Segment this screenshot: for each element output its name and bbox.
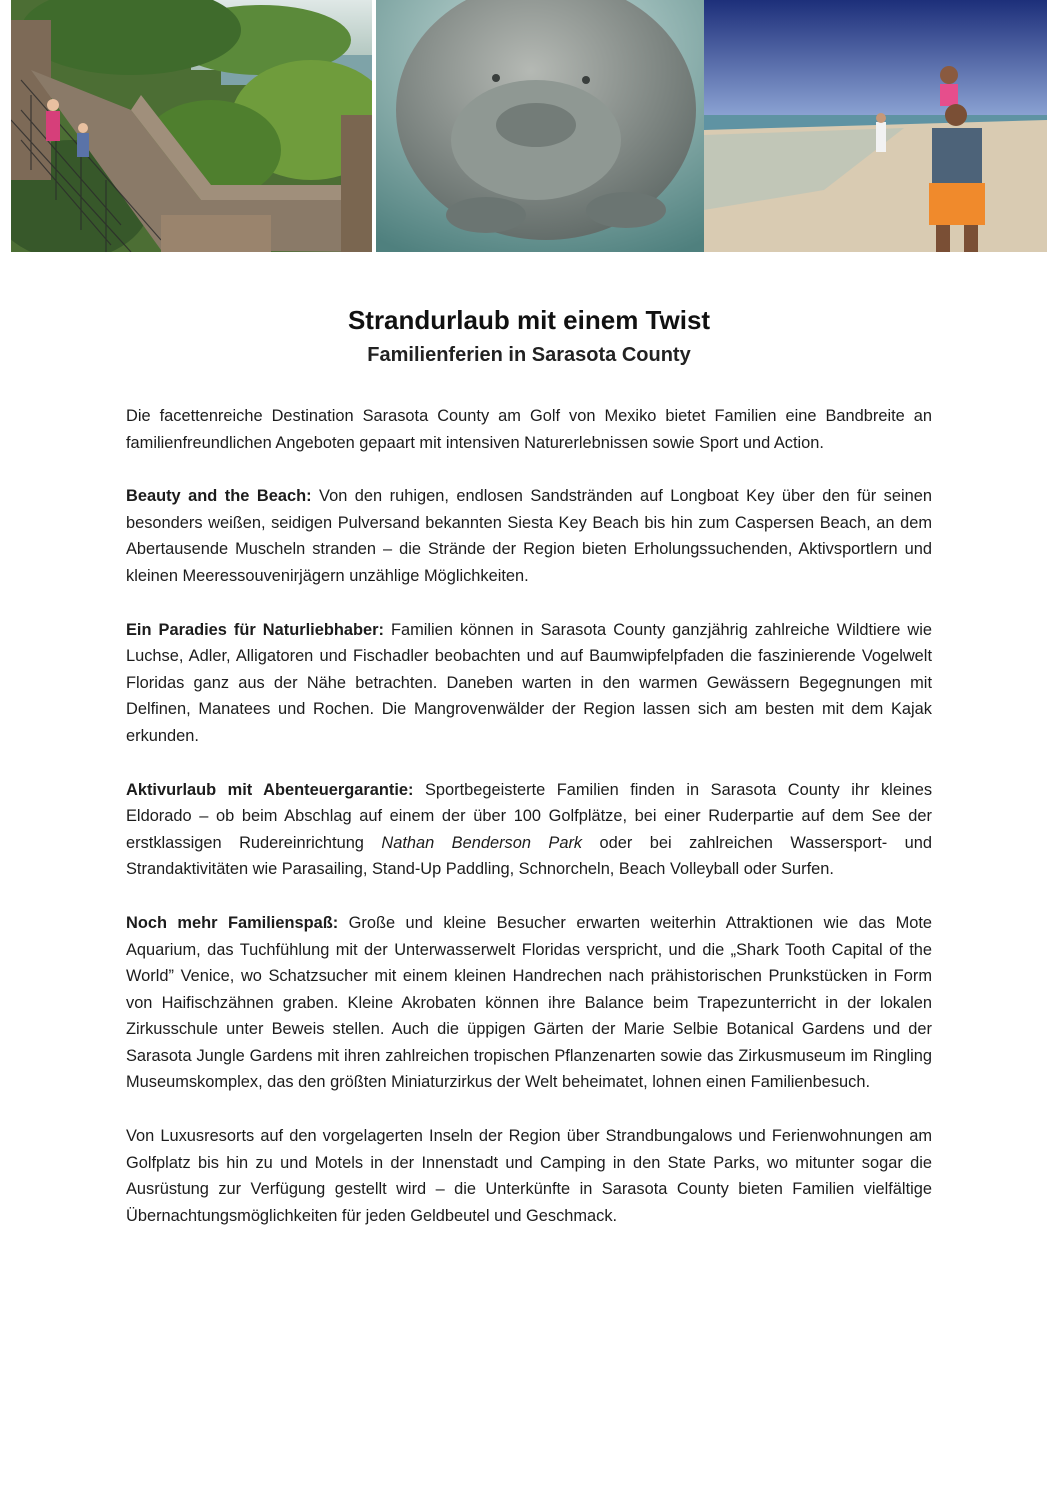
paragraph-fun [126,910,932,1096]
park-name: Nathan Benderson Park [381,833,583,852]
paragraph-text: oder bei zahlreichen Wassersport- und Strandaktivitäten wie Parasailing, Stand-Up Paddling, Schnorcheln, Beach Volleyball oder Surfen. [126,833,932,879]
paragraph-heading: Noch mehr Familienspaß: [126,913,339,932]
photo-forest-walkway [11,0,372,252]
article [126,300,932,1229]
page-subtitle: Familienferien in Sarasota County [367,344,691,366]
paragraph-heading: Ein Paradies für Naturliebhaber: [126,620,384,639]
paragraph-active [126,777,932,883]
paragraph-heading: Beauty and the Beach: [126,487,312,506]
intro-paragraph: Die facettenreiche Destination Sarasota County am Golf von Mexiko bietet Familien eine Bandbreite an familienfreundlichen Angeboten gepaart mit intensiven Naturerlebnissen sowie Sport und Action. [126,407,932,452]
paragraph-nature [126,617,932,750]
paragraph-text: Sportbegeisterte Familien finden in Sarasota County ihr kleines Eldorado – ob beim Abschlag auf einem der über 100 Golfplätze, bei einer Ruderpartie auf dem See der erstklassigen Rudereinrichtung [126,780,933,852]
photo-beach-family [704,0,1047,252]
paragraph-beach [126,483,932,589]
photo-manatee [376,0,709,252]
paragraph-text: Große und kleine Besucher erwarten weiterhin Attraktionen wie das Mote Aquarium, das Tuchfühlung mit der Unterwasserwelt Floridas verspricht, und die „Shark Tooth Capital of the World” Venice, wo Schatzsucher mit einem kleinen Handrechen nach prähistorischen Prunkstücken in Form von Haifischzähnen graben. Kleine Akrobaten können ihre Balance beim Trapezunterricht in der lokalen Zirkusschule unter Beweis stellen. Auch die üppigen Gärten der Marie Selbie Botanical Gardens und der Sarasota Jungle Gardens mit ihren zahlreichen tropischen Pflanzenarten sowie das Zirkusmuseum im Ringling Museumskomplex, das den größten Miniaturzirkus der Welt beheimatet, lohnen einen Familienbesuch. [126,913,933,1092]
paragraph-lodging: Von Luxusresorts auf den vorgelagerten Inseln der Region über Strandbungalows und Ferienwohnungen am Golfplatz bis hin zu und Motels in der Innenstadt und Camping in den State Parks, wo mitunter sogar die Ausrüstung zur Verfügung gestellt wird – die Unterkünfte in Sarasota County bieten Familien vielfältige Übernachtungsmöglichkeiten für jeden Geldbeutel und Geschmack. [126,1127,932,1225]
photo-strip [11,0,1047,252]
paragraph-text: Von den ruhigen, endlosen Sandstränden auf Longboat Key über den für seinen besonders weißen, seidigen Pulversand bekannten Siesta Key Beach bis hin zum Caspersen Beach, an dem Abertausende Muscheln stranden – die Strände der Region bieten Erholungssuchenden, Aktivsportlern und kleinen Meeressouvenirjägern unzählige Möglichkeiten. [126,487,932,585]
page-title: Strandurlaub mit einem Twist [347,305,711,335]
paragraph-heading: Aktivurlaub mit Abenteuergarantie: [126,780,414,799]
paragraph-text: Familien können in Sarasota County ganzjährig zahlreiche Wildtiere wie Luchse, Adler, Alligatoren und Fischadler beobachten und auf Baumwipfelpfaden die faszinierende Vogelwelt Floridas ganz aus der Nähe betrachten. Daneben warten in den warmen Gewässern Begegnungen mit Delfinen, Manatees und Rochen. Die Mangrovenwälder der Region lassen sich am besten mit dem Kajak erkunden. [126,620,932,745]
